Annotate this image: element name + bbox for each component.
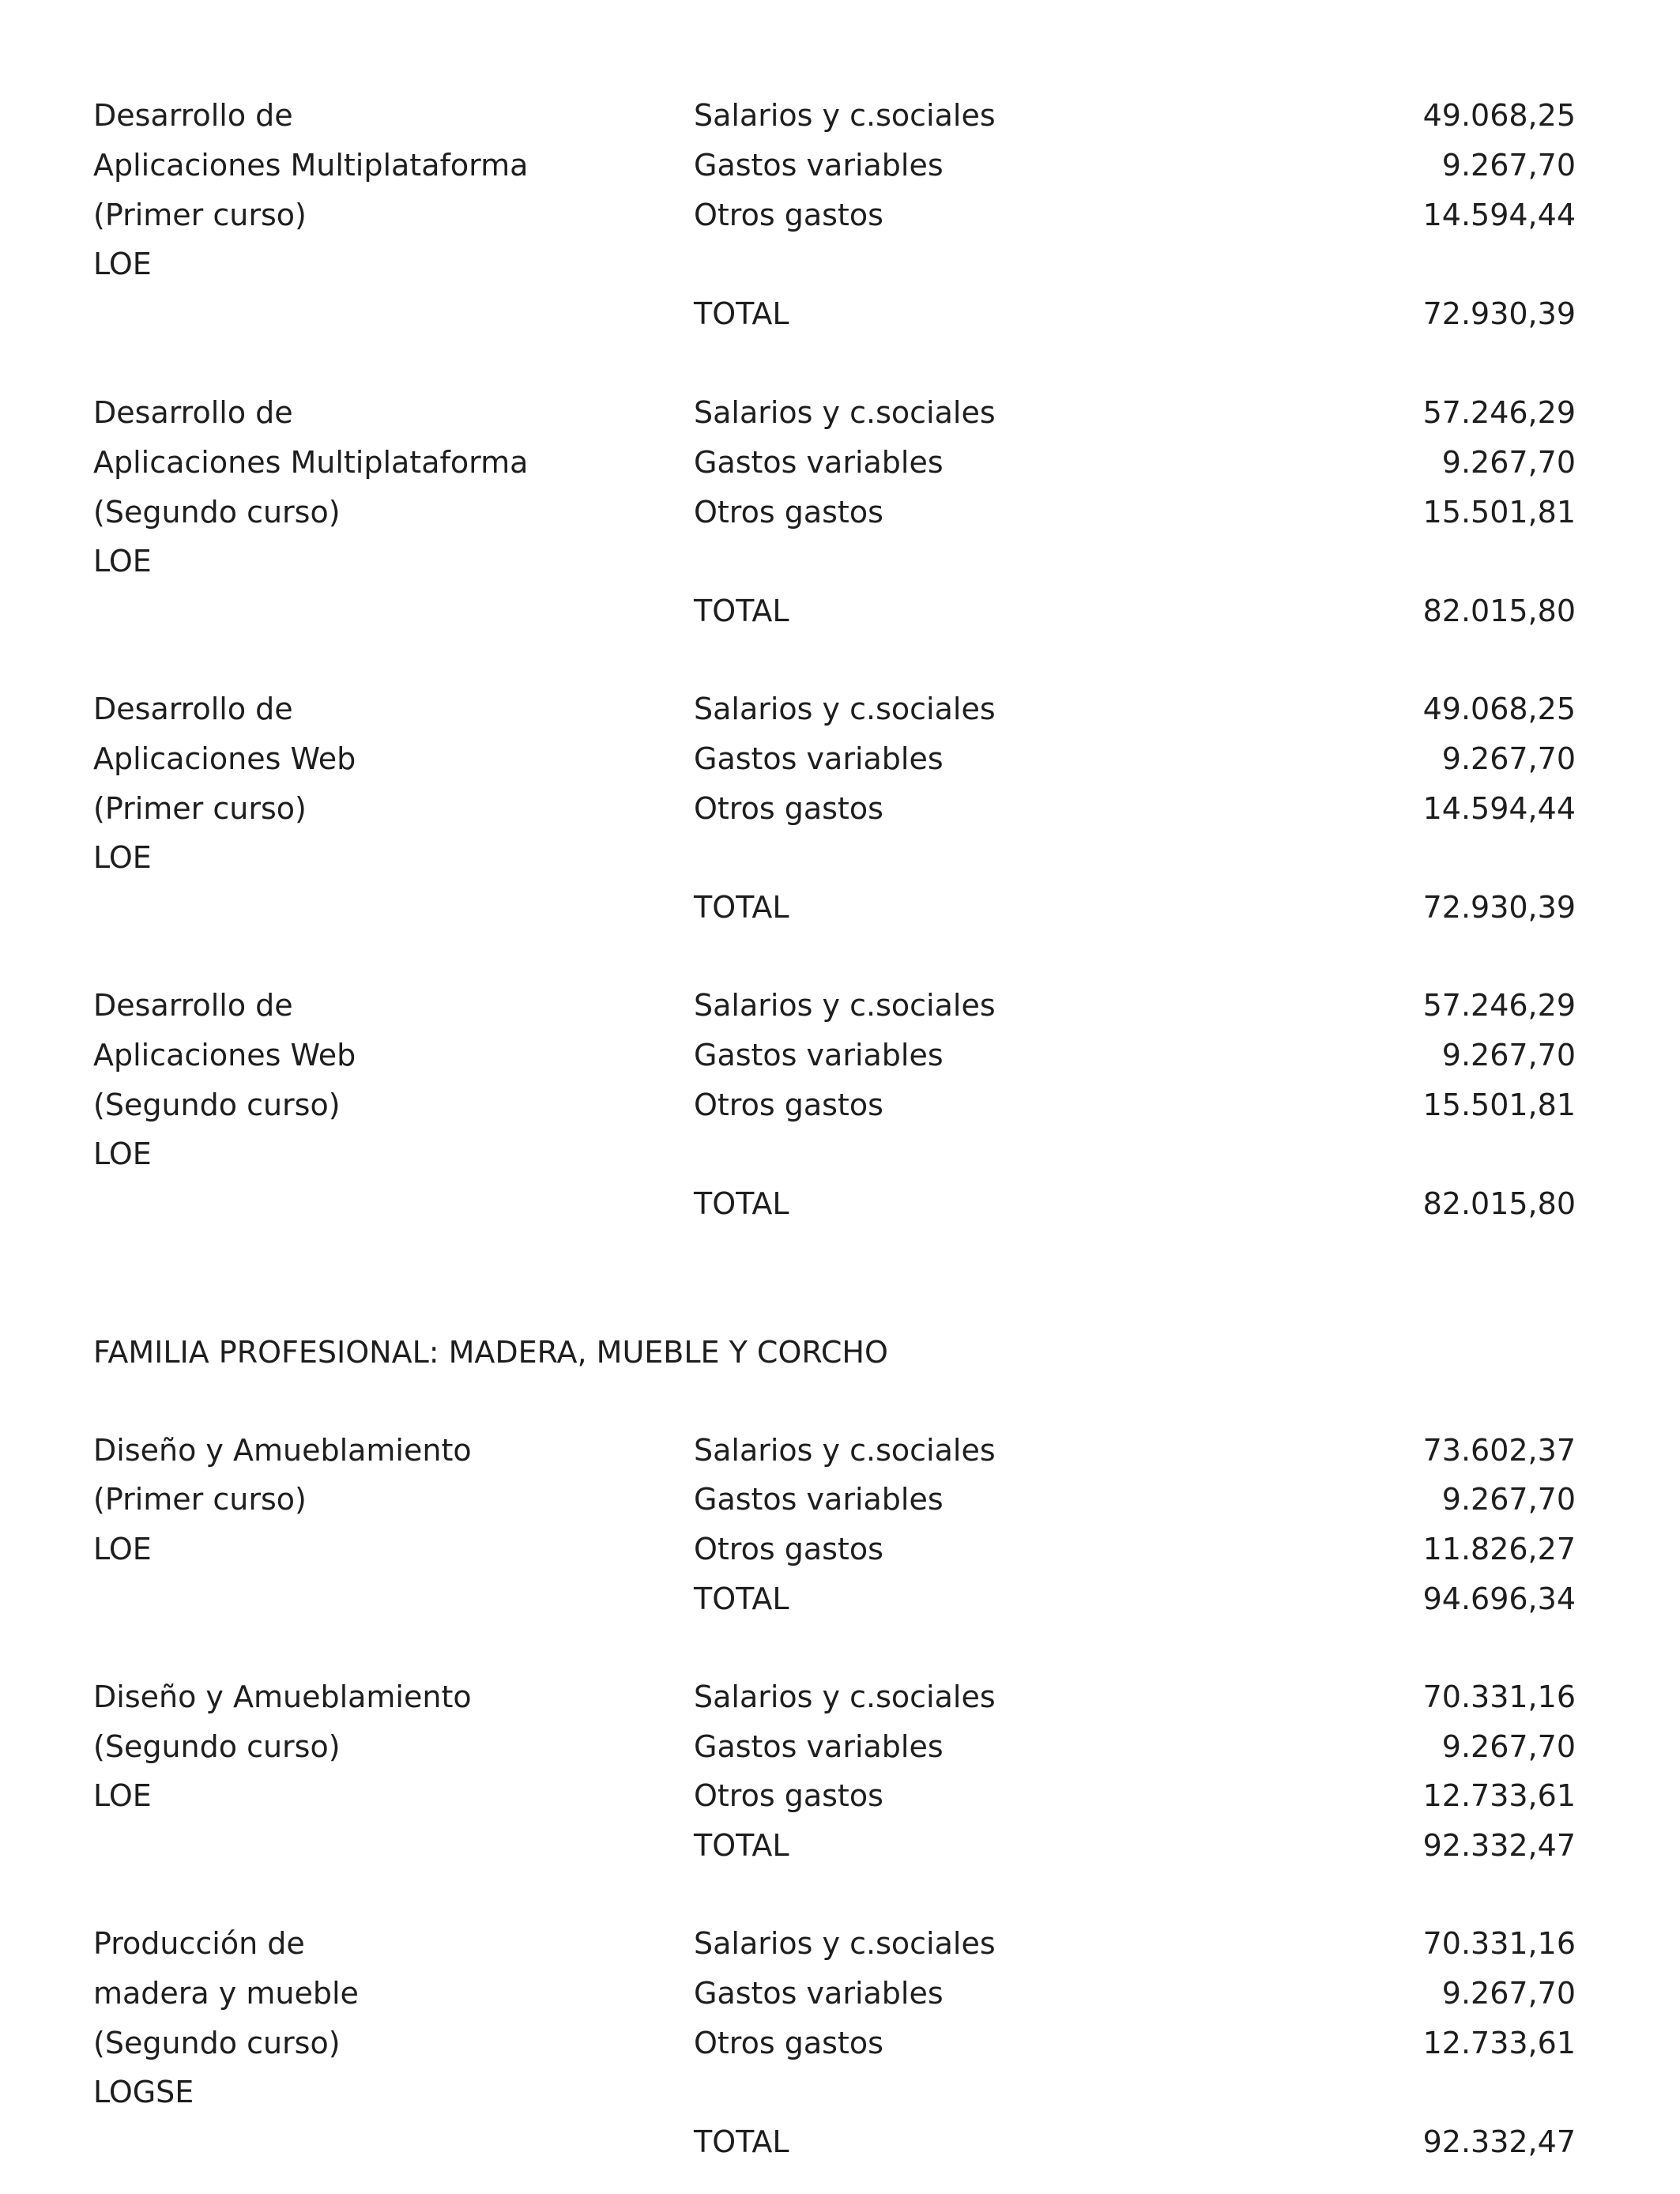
concept-other-expenses: Otros gastos <box>694 791 883 826</box>
total-label: TOTAL <box>694 1581 789 1616</box>
total-label: TOTAL <box>694 890 789 925</box>
total-amount: 94.696,34 <box>1422 1581 1576 1616</box>
amount-salaries: 57.246,29 <box>1422 988 1576 1023</box>
amount-salaries: 49.068,25 <box>1422 692 1576 726</box>
amount-variable-expenses: 9.267,70 <box>1441 445 1576 480</box>
amount-other-expenses: 14.594,44 <box>1422 791 1576 826</box>
total-label: TOTAL <box>694 594 789 628</box>
amount-variable-expenses: 9.267,70 <box>1441 741 1576 776</box>
amount-salaries: 70.331,16 <box>1422 1926 1576 1961</box>
course-name-line: Desarrollo de <box>93 692 293 726</box>
course-law-line: LOE <box>93 1137 152 1171</box>
concept-salaries: Salarios y c.sociales <box>694 98 996 133</box>
course-name-line: Aplicaciones Multiplataforma <box>93 148 529 183</box>
amount-variable-expenses: 9.267,70 <box>1441 1038 1576 1072</box>
course-name-line: Aplicaciones Multiplataforma <box>93 445 529 480</box>
total-amount: 82.015,80 <box>1422 1186 1576 1221</box>
course-level-line: (Segundo curso) <box>93 1729 341 1764</box>
family-heading: FAMILIA PROFESIONAL: MADERA, MUEBLE Y CORCHO <box>93 1335 888 1370</box>
concept-other-expenses: Otros gastos <box>694 2026 883 2060</box>
course-name-line: Desarrollo de <box>93 98 293 133</box>
course-name-line: Diseño y Amueblamiento <box>93 1433 472 1468</box>
amount-salaries: 70.331,16 <box>1422 1679 1576 1714</box>
course-level-line: (Segundo curso) <box>93 2026 341 2060</box>
total-label: TOTAL <box>694 1186 789 1221</box>
course-name-line: Aplicaciones Web <box>93 1038 356 1072</box>
concept-variable-expenses: Gastos variables <box>694 148 944 183</box>
concept-variable-expenses: Gastos variables <box>694 1729 944 1764</box>
amount-variable-expenses: 9.267,70 <box>1441 1976 1576 2011</box>
course-name-line: Producción de <box>93 1926 305 1961</box>
course-level-line: (Primer curso) <box>93 791 307 826</box>
amount-other-expenses: 12.733,61 <box>1422 2026 1576 2060</box>
concept-salaries: Salarios y c.sociales <box>694 988 996 1023</box>
amount-other-expenses: 15.501,81 <box>1422 495 1576 530</box>
amount-salaries: 49.068,25 <box>1422 98 1576 133</box>
course-law-line: LOE <box>93 247 152 281</box>
concept-variable-expenses: Gastos variables <box>694 741 944 776</box>
course-name-line: Aplicaciones Web <box>93 741 356 776</box>
concept-variable-expenses: Gastos variables <box>694 1482 944 1517</box>
concept-salaries: Salarios y c.sociales <box>694 395 996 430</box>
total-amount: 92.332,47 <box>1422 2124 1576 2159</box>
amount-salaries: 57.246,29 <box>1422 395 1576 430</box>
concept-variable-expenses: Gastos variables <box>694 1038 944 1072</box>
total-amount: 92.332,47 <box>1422 1828 1576 1863</box>
amount-other-expenses: 12.733,61 <box>1422 1778 1576 1813</box>
concept-salaries: Salarios y c.sociales <box>694 692 996 726</box>
amount-variable-expenses: 9.267,70 <box>1441 148 1576 183</box>
concept-variable-expenses: Gastos variables <box>694 1976 944 2011</box>
course-law-line: LOE <box>93 1532 152 1566</box>
amount-variable-expenses: 9.267,70 <box>1441 1482 1576 1517</box>
amount-variable-expenses: 9.267,70 <box>1441 1729 1576 1764</box>
concept-other-expenses: Otros gastos <box>694 1778 883 1813</box>
total-amount: 72.930,39 <box>1422 890 1576 925</box>
concept-salaries: Salarios y c.sociales <box>694 1679 996 1714</box>
course-law-line: LOE <box>93 840 152 875</box>
concept-other-expenses: Otros gastos <box>694 1088 883 1122</box>
total-amount: 72.930,39 <box>1422 296 1576 331</box>
concept-salaries: Salarios y c.sociales <box>694 1433 996 1468</box>
concept-variable-expenses: Gastos variables <box>694 445 944 480</box>
concept-salaries: Salarios y c.sociales <box>694 1926 996 1961</box>
total-amount: 82.015,80 <box>1422 594 1576 628</box>
total-label: TOTAL <box>694 1828 789 1863</box>
course-law-line: LOE <box>93 544 152 579</box>
amount-other-expenses: 14.594,44 <box>1422 198 1576 232</box>
course-level-line: (Primer curso) <box>93 198 307 232</box>
course-name-line: Diseño y Amueblamiento <box>93 1679 472 1714</box>
course-name-line: madera y mueble <box>93 1976 359 2011</box>
total-label: TOTAL <box>694 2124 789 2159</box>
course-name-line: Desarrollo de <box>93 395 293 430</box>
course-name-line: Desarrollo de <box>93 988 293 1023</box>
concept-other-expenses: Otros gastos <box>694 198 883 232</box>
amount-salaries: 73.602,37 <box>1422 1433 1576 1468</box>
concept-other-expenses: Otros gastos <box>694 495 883 530</box>
course-law-line: LOE <box>93 1778 152 1813</box>
total-label: TOTAL <box>694 296 789 331</box>
course-law-line: LOGSE <box>93 2075 194 2109</box>
concept-other-expenses: Otros gastos <box>694 1532 883 1566</box>
course-level-line: (Segundo curso) <box>93 495 341 530</box>
course-level-line: (Segundo curso) <box>93 1088 341 1122</box>
amount-other-expenses: 11.826,27 <box>1422 1532 1576 1566</box>
course-level-line: (Primer curso) <box>93 1482 307 1517</box>
amount-other-expenses: 15.501,81 <box>1422 1088 1576 1122</box>
